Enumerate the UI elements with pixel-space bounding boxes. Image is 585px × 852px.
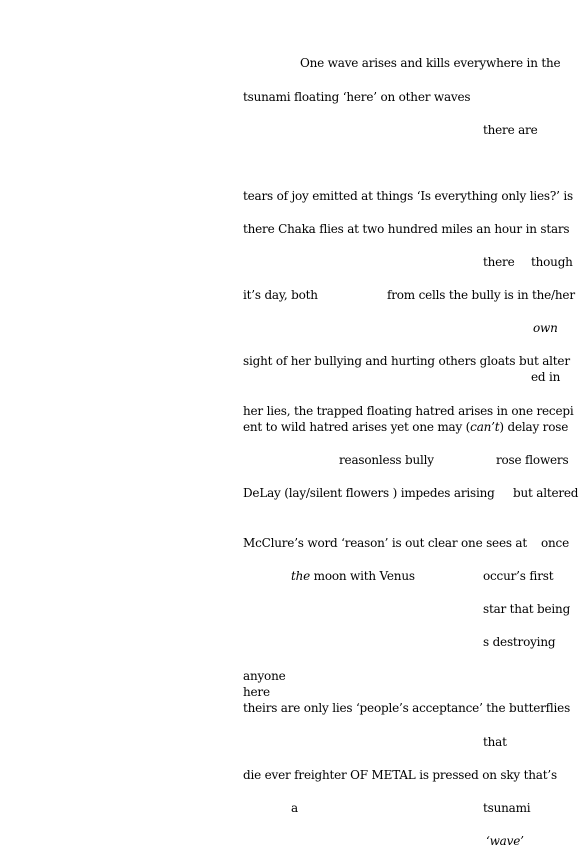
poem-line: that: [483, 735, 507, 749]
poem-line: her lies, the trapped floating hatred arises in one recepi: [243, 404, 574, 418]
poem-line: occur’s first: [483, 569, 554, 583]
poem-line: it’s day, both: [243, 288, 318, 302]
poem-line: a: [291, 801, 298, 815]
poem-line: there Chaka flies at two hundred miles an hour in stars: [243, 222, 570, 236]
poem-line: tsunami floating ‘here’ on other waves: [243, 90, 471, 104]
poem-line: s destroying: [483, 635, 556, 649]
poem-line: anyone: [243, 669, 286, 683]
poem-fragment: ) delay rose: [499, 420, 569, 434]
poem-line: though: [531, 255, 573, 269]
poem-line: tears of joy emitted at things ‘Is everything only lies?’ is: [243, 189, 573, 203]
poem-line: there: [483, 255, 515, 269]
poem-line: own: [533, 321, 558, 335]
poem-line: ed in: [531, 370, 561, 384]
poem-line: rose flowers: [496, 453, 569, 467]
poem-line: [291, 569, 415, 583]
poem-fragment: ent to wild hatred arises yet one may (: [243, 420, 471, 434]
poem-line: from cells the bully is in the/her: [387, 288, 575, 302]
poem-line: but altered: [513, 486, 579, 500]
poem-line: star that being: [483, 602, 571, 616]
poem-fragment-italic: the: [291, 569, 311, 583]
poem-line: tsunami: [483, 801, 531, 815]
poem-fragment: moon with Venus: [310, 569, 415, 583]
poem-line: ‘wave’: [486, 834, 524, 848]
poem-line: sight of her bullying and hurting others gloats but alter: [243, 354, 570, 368]
poem-line: DeLay (lay/silent flowers ) impedes arising: [243, 486, 495, 500]
poem-fragment-italic: can’t: [470, 420, 500, 434]
poem-line: there are: [483, 123, 538, 137]
poem-line: One wave arises and kills everywhere in the: [300, 56, 561, 70]
poem-line: McClure’s word ‘reason’ is out clear one sees at: [243, 536, 528, 550]
poem-line: once: [541, 536, 569, 550]
poem-line: reasonless bully: [339, 453, 434, 467]
poem-line: theirs are only lies ‘people’s acceptance’ the butterflies: [243, 701, 571, 715]
poem-line: [243, 420, 568, 434]
poem-line: here: [243, 685, 270, 699]
poem-line: die ever freighter OF METAL is pressed on sky that’s: [243, 768, 557, 782]
